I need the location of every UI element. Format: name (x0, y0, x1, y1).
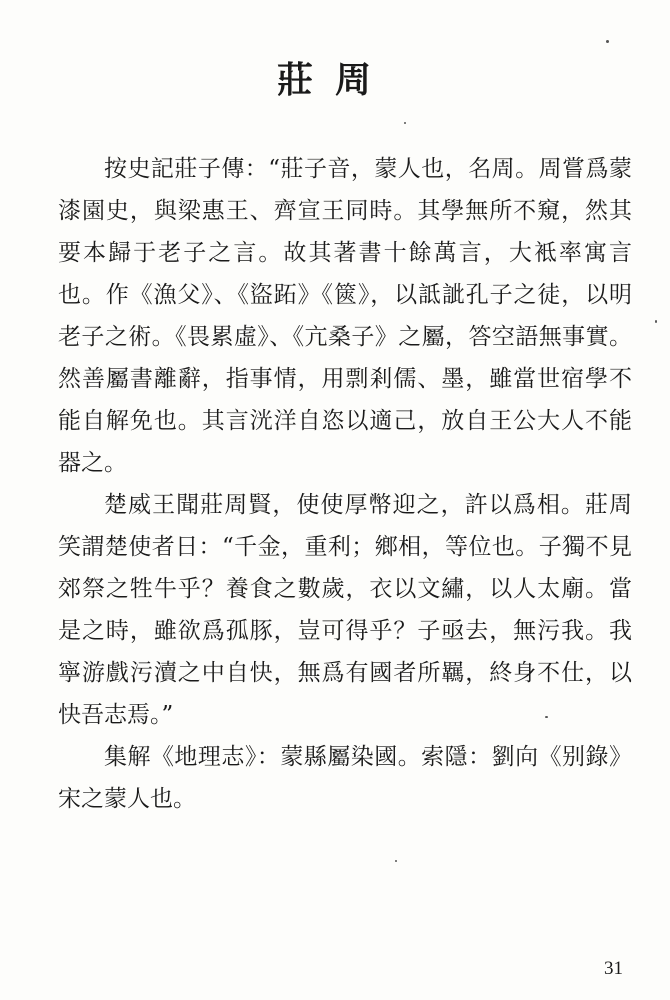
page-number: 31 (604, 958, 623, 979)
page-title: 莊周 (276, 59, 393, 101)
body-text (58, 148, 632, 820)
paragraph-1: 按史記莊子傳：“莊子音，蒙人也，名周。周嘗爲蒙漆園史，與梁惠王、齊宣王同時。其學無所不窺，然其要本歸于老子之言。故其著書十餘萬言，大袛率寓言也。作《漁父》、《盜跖》《篋》，以詆訿孔子之徒，以明老子之術。《畏累虛》、《亢桑子》之屬，答空語無事實。然善屬書離辭，指事情，用剽剎儒、墨，雖當世宿學不能自解免也。其言洸洋自恣以適己，放自王公大人不能器之。 (58, 156, 632, 476)
scan-speck (545, 716, 548, 718)
scan-speck (606, 40, 609, 43)
paragraph-3: 集解《地理志》：蒙縣屬染國。索隱：劉向《别錄》宋之蒙人也。 (58, 744, 632, 812)
scan-speck (395, 860, 397, 862)
scan-speck (404, 122, 406, 124)
paragraph-2: 楚威王聞莊周賢，使使厚幣迎之，許以爲相。莊周笑謂楚使者日：“千金，重利；鄉相，等位也。子獨不見郊祭之牲牛乎？養食之數歲，衣以文繡，以人太廟。當是之時，雖欲爲孤豚，豈可得乎？子亟去，無污我。我寧游戲污瀆之中自快，無爲有國者所羈，終身不仕，以快吾志焉。” (58, 492, 632, 728)
scan-speck (655, 320, 657, 323)
